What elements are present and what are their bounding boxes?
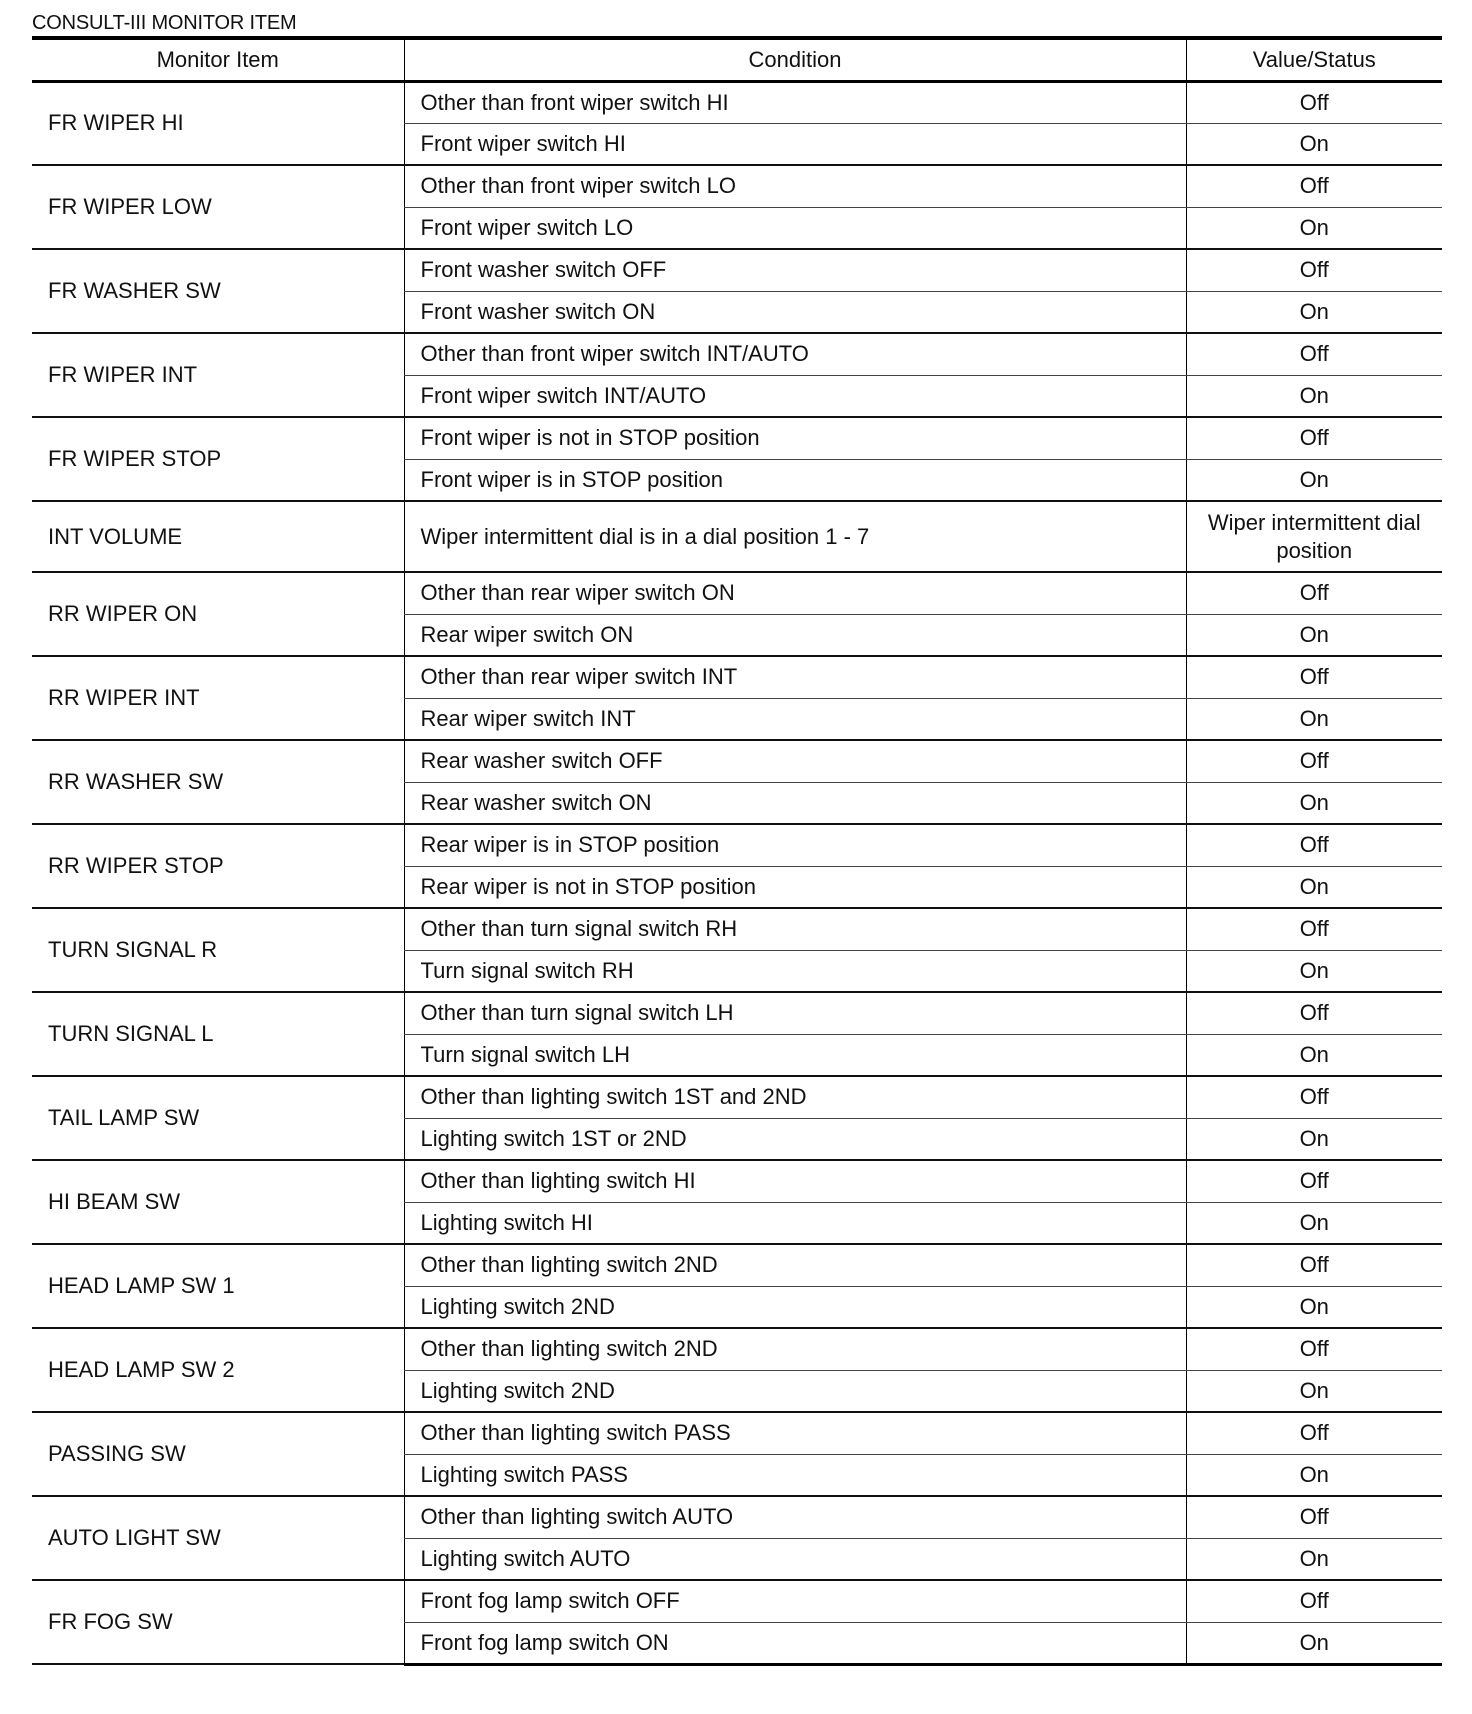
table-row xyxy=(32,908,1442,950)
table-row xyxy=(32,1580,1442,1622)
value-status-cell: Off xyxy=(1186,824,1442,866)
condition-cell: Other than front wiper switch LO xyxy=(404,165,1186,207)
monitor-item-cell: AUTO LIGHT SW xyxy=(32,1496,404,1580)
condition-cell: Other than lighting switch AUTO xyxy=(404,1496,1186,1538)
table-row xyxy=(32,740,1442,782)
monitor-item-cell: RR WIPER ON xyxy=(32,572,404,656)
monitor-item-cell: TAIL LAMP SW xyxy=(32,1076,404,1160)
condition-cell: Turn signal switch RH xyxy=(404,950,1186,992)
table-row xyxy=(32,1076,1442,1118)
table-row xyxy=(32,1328,1442,1370)
value-status-cell: Off xyxy=(1186,1412,1442,1454)
table-row xyxy=(32,1160,1442,1202)
table-row xyxy=(32,572,1442,614)
condition-cell: Rear washer switch OFF xyxy=(404,740,1186,782)
value-status-cell: On xyxy=(1186,782,1442,824)
monitor-item-cell: INT VOLUME xyxy=(32,501,404,572)
monitor-item-cell: PASSING SW xyxy=(32,1412,404,1496)
monitor-item-cell: FR FOG SW xyxy=(32,1580,404,1664)
condition-cell: Turn signal switch LH xyxy=(404,1034,1186,1076)
value-status-cell: On xyxy=(1186,1454,1442,1496)
value-status-cell: Off xyxy=(1186,1160,1442,1202)
table-header xyxy=(32,38,1442,81)
table-row xyxy=(32,417,1442,459)
monitor-item-cell: FR WASHER SW xyxy=(32,249,404,333)
table-row xyxy=(32,333,1442,375)
monitor-item-cell: HEAD LAMP SW 1 xyxy=(32,1244,404,1328)
condition-cell: Lighting switch 1ST or 2ND xyxy=(404,1118,1186,1160)
value-status-cell: Off xyxy=(1186,908,1442,950)
condition-cell: Lighting switch HI xyxy=(404,1202,1186,1244)
value-status-cell: Off xyxy=(1186,1076,1442,1118)
condition-cell: Front fog lamp switch ON xyxy=(404,1622,1186,1664)
condition-cell: Other than lighting switch 1ST and 2ND xyxy=(404,1076,1186,1118)
table-row xyxy=(32,1496,1442,1538)
value-status-cell: Off xyxy=(1186,1244,1442,1286)
monitor-item-cell: FR WIPER LOW xyxy=(32,165,404,249)
condition-cell: Other than rear wiper switch ON xyxy=(404,572,1186,614)
condition-cell: Front wiper is in STOP position xyxy=(404,459,1186,501)
table-row xyxy=(32,992,1442,1034)
value-status-cell: Off xyxy=(1186,1328,1442,1370)
condition-cell: Lighting switch AUTO xyxy=(404,1538,1186,1580)
value-status-cell: On xyxy=(1186,1622,1442,1664)
table-row xyxy=(32,165,1442,207)
monitor-item-cell: TURN SIGNAL R xyxy=(32,908,404,992)
monitor-item-cell: RR WASHER SW xyxy=(32,740,404,824)
header-row xyxy=(32,38,1442,81)
value-status-cell: On xyxy=(1186,866,1442,908)
value-status-cell: On xyxy=(1186,1034,1442,1076)
monitor-item-cell: HEAD LAMP SW 2 xyxy=(32,1328,404,1412)
value-status-cell: On xyxy=(1186,1118,1442,1160)
value-status-cell: Off xyxy=(1186,572,1442,614)
condition-cell: Rear washer switch ON xyxy=(404,782,1186,824)
monitor-item-cell: RR WIPER INT xyxy=(32,656,404,740)
monitor-item-cell: TURN SIGNAL L xyxy=(32,992,404,1076)
condition-cell: Rear wiper is not in STOP position xyxy=(404,866,1186,908)
condition-cell: Rear wiper switch INT xyxy=(404,698,1186,740)
value-status-cell: On xyxy=(1186,459,1442,501)
value-status-cell: On xyxy=(1186,1202,1442,1244)
value-status-cell: Off xyxy=(1186,992,1442,1034)
monitor-item-cell: RR WIPER STOP xyxy=(32,824,404,908)
condition-cell: Front wiper switch LO xyxy=(404,207,1186,249)
value-status-cell: On xyxy=(1186,123,1442,165)
condition-cell: Front washer switch OFF xyxy=(404,249,1186,291)
value-status-cell: Off xyxy=(1186,740,1442,782)
document-title: CONSULT-III MONITOR ITEM xyxy=(32,12,297,34)
value-status-cell: On xyxy=(1186,950,1442,992)
value-status-cell: Off xyxy=(1186,249,1442,291)
monitor-item-cell: FR WIPER HI xyxy=(32,81,404,165)
condition-cell: Front fog lamp switch OFF xyxy=(404,1580,1186,1622)
condition-cell: Rear wiper switch ON xyxy=(404,614,1186,656)
condition-cell: Other than turn signal switch RH xyxy=(404,908,1186,950)
condition-cell: Other than lighting switch HI xyxy=(404,1160,1186,1202)
monitor-item-cell: FR WIPER INT xyxy=(32,333,404,417)
condition-cell: Front washer switch ON xyxy=(404,291,1186,333)
value-status-cell: On xyxy=(1186,1538,1442,1580)
table-row xyxy=(32,1412,1442,1454)
value-status-cell: On xyxy=(1186,1370,1442,1412)
table-row xyxy=(32,81,1442,123)
document-page xyxy=(32,10,1442,1666)
table-body xyxy=(32,81,1442,1664)
table-row xyxy=(32,1244,1442,1286)
value-status-cell: On xyxy=(1186,291,1442,333)
condition-cell: Front wiper switch HI xyxy=(404,123,1186,165)
table-row xyxy=(32,656,1442,698)
condition-cell: Lighting switch 2ND xyxy=(404,1286,1186,1328)
value-status-cell: Off xyxy=(1186,1580,1442,1622)
monitor-item-cell: HI BEAM SW xyxy=(32,1160,404,1244)
condition-cell: Other than rear wiper switch INT xyxy=(404,656,1186,698)
monitor-item-cell: FR WIPER STOP xyxy=(32,417,404,501)
condition-cell: Other than turn signal switch LH xyxy=(404,992,1186,1034)
condition-cell: Other than lighting switch PASS xyxy=(404,1412,1186,1454)
condition-cell: Other than lighting switch 2ND xyxy=(404,1244,1186,1286)
condition-cell: Other than front wiper switch INT/AUTO xyxy=(404,333,1186,375)
value-status-cell: On xyxy=(1186,375,1442,417)
value-status-cell: On xyxy=(1186,207,1442,249)
condition-cell: Other than front wiper switch HI xyxy=(404,81,1186,123)
value-status-cell: On xyxy=(1186,698,1442,740)
table-row xyxy=(32,501,1442,572)
value-status-cell: On xyxy=(1186,1286,1442,1328)
condition-cell: Lighting switch 2ND xyxy=(404,1370,1186,1412)
condition-cell: Front wiper is not in STOP position xyxy=(404,417,1186,459)
value-status-cell: Off xyxy=(1186,165,1442,207)
monitor-item-table xyxy=(32,36,1442,1666)
value-status-cell: Off xyxy=(1186,417,1442,459)
condition-cell: Wiper intermittent dial is in a dial position 1 - 7 xyxy=(404,501,1186,572)
header-value-status: Value/Status xyxy=(1186,38,1442,81)
value-status-cell: Off xyxy=(1186,333,1442,375)
condition-cell: Other than lighting switch 2ND xyxy=(404,1328,1186,1370)
header-monitor-item: Monitor Item xyxy=(32,38,404,81)
table-row xyxy=(32,249,1442,291)
condition-cell: Rear wiper is in STOP position xyxy=(404,824,1186,866)
value-status-cell: Off xyxy=(1186,81,1442,123)
condition-cell: Lighting switch PASS xyxy=(404,1454,1186,1496)
value-status-cell: On xyxy=(1186,614,1442,656)
table-row xyxy=(32,824,1442,866)
header-condition: Condition xyxy=(404,38,1186,81)
value-status-cell: Off xyxy=(1186,656,1442,698)
value-status-cell: Off xyxy=(1186,1496,1442,1538)
condition-cell: Front wiper switch INT/AUTO xyxy=(404,375,1186,417)
value-status-cell: Wiper intermittent dial position xyxy=(1186,501,1442,572)
